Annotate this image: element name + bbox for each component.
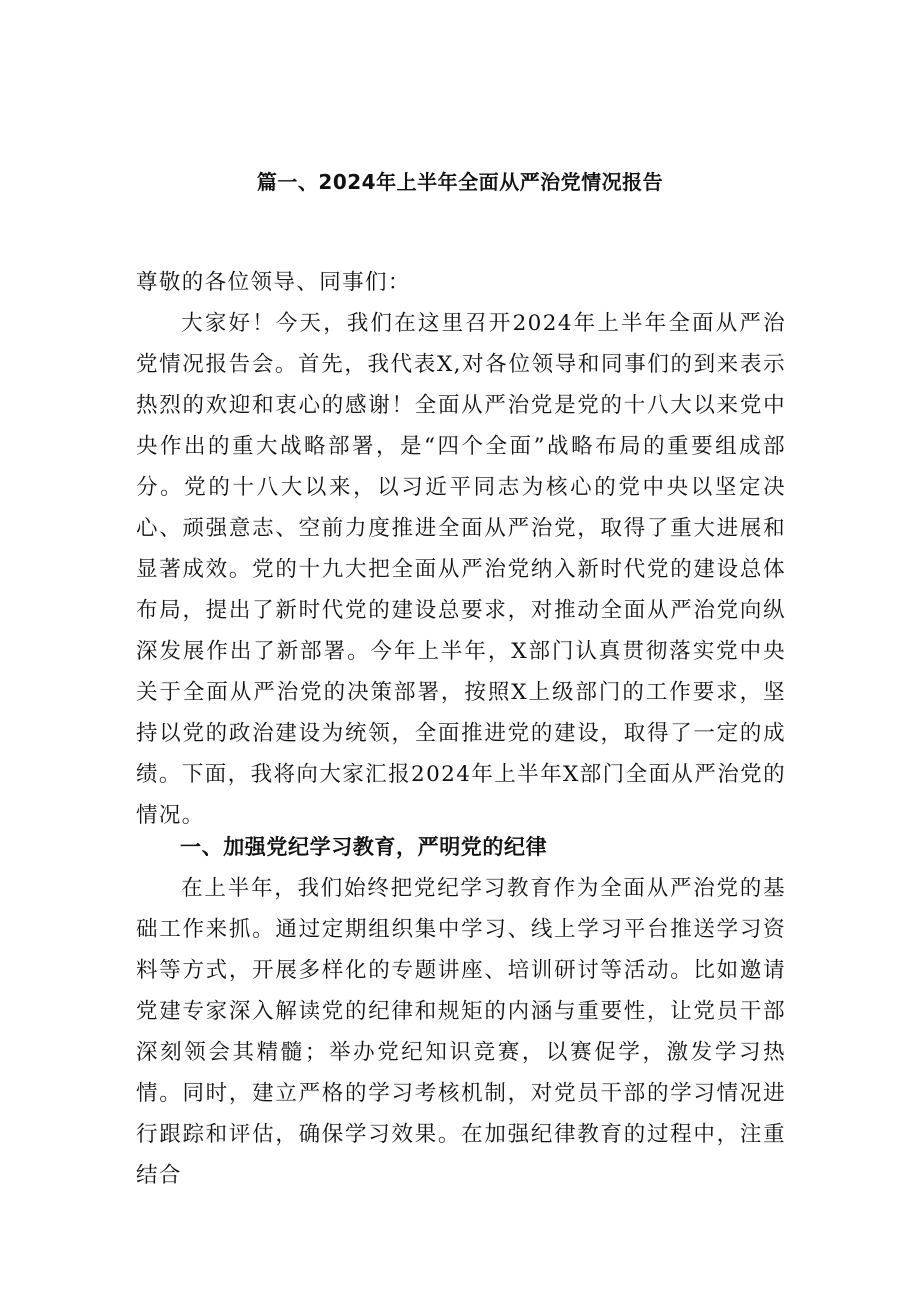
paragraph-section-1: 在上半年，我们始终把党纪学习教育作为全面从严治党的基础工作来抓。通过定期组织集中学习、线上学习平台推送学习资料等方式，开展多样化的专题讲座、培训研讨等活动。比如邀请党建专家深入解读党的纪律和规矩的内涵与重要性，让党员干部深刻领会其精髓；举办党纪知识竞赛，以赛促学，激发学习热情。同时，建立严格的学习考核机制，对党员干部的学习情况进行跟踪和评估，确保学习效果。在加强纪律教育的过程中，注重结合 bbox=[136, 876, 786, 1188]
section-heading-1: 一、加强党纪学习教育，严明党的纪律 bbox=[180, 835, 548, 859]
greeting-line: 尊敬的各位领导、同事们： bbox=[136, 270, 411, 295]
paragraph-opening: 大家好！今天，我们在这里召开2024年上半年全面从严治党情况报告会。首先，我代表X,对各位领导和同事们的到来表示热烈的欢迎和衷心的感谢！全面从严治党是党的十八大以来党中央作出的重大战略部署，是“四个全面”战略布局的重要组成部分。党的十八大以来，以习近平同志为核心的党中央以坚定决心、顽强意志、空前力度推进全面从严治党，取得了重大进展和显著成效。党的十九大把全面从严治党纳入新时代党的建设总体布局，提出了新时代党的建设总要求，对推动全面从严治党向纵深发展作出了新部署。今年上半年，X部门认真贯彻落实党中央关于全面从严治党的决策部署，按照X上级部门的工作要求，坚持以党的政治建设为统领，全面推进党的建设，取得了一定的成绩。下面，我将向大家汇报2024年上半年X部门全面从严治党的情况。 bbox=[136, 311, 786, 828]
document-title: 篇一、2024年上半年全面从严治党情况报告 bbox=[256, 170, 664, 194]
